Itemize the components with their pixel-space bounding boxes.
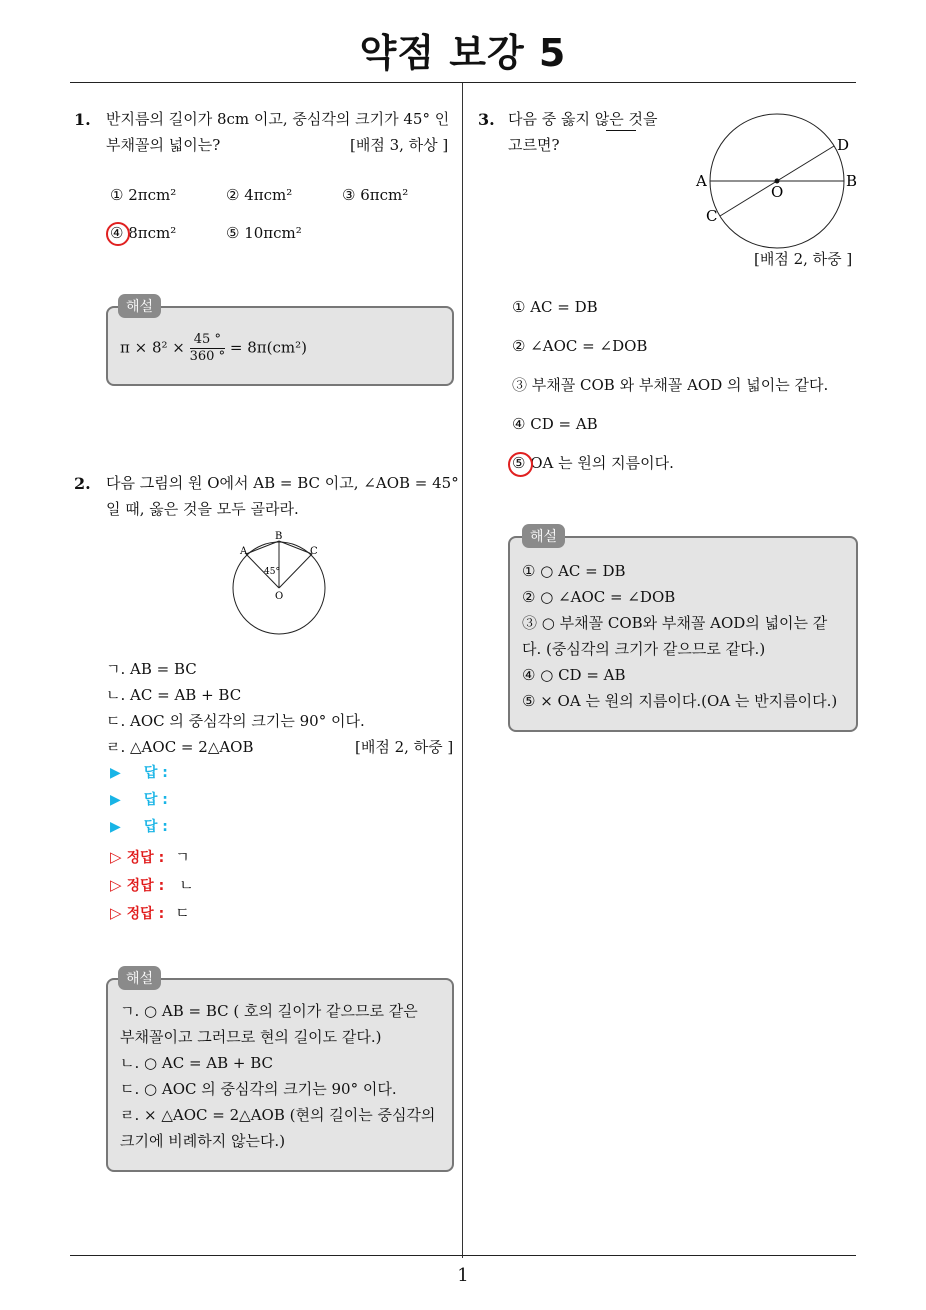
q1-option-4[interactable]: ④ 8πcm² <box>110 224 177 242</box>
q3-explanation-box <box>508 536 858 732</box>
q3-number: 3. <box>478 110 495 129</box>
q1-explanation-box <box>106 306 454 386</box>
q3-selected-mark-icon <box>508 452 533 477</box>
q2-explanation: ㄱ. ○ AB = BC ( 호의 길이가 같으므로 같은 부채꼴이고 그러므로 현의 길이도 같다.) ㄴ. ○ AC = AB + BC ㄷ. ○ AOC 의 중심각의 크기는 90° 이다. ㄹ. × △AOC = 2△AOB (현의 길이는 중심각의 크기에 비례하지 않는다.) <box>120 1002 436 1150</box>
top-rule <box>70 82 856 83</box>
q3-option-5[interactable]: ⑤ OA 는 원의 지름이다. <box>512 454 674 472</box>
q2-explanation-tag: 해설 <box>118 966 161 990</box>
q1-option-1[interactable]: ① 2πcm² <box>110 186 177 204</box>
q2-answer-row-1[interactable]: ▶ 답 : <box>110 765 168 781</box>
q3-fig-label-o: O <box>771 183 784 201</box>
q2-fig-angle: 45° <box>264 567 280 577</box>
bottom-rule <box>70 1255 856 1256</box>
q3-score: [배점 2, 하중 ] <box>754 250 853 268</box>
q2-fig-label-b: B <box>275 531 283 542</box>
q2-answer-row-3[interactable]: ▶ 답 : <box>110 819 168 835</box>
q2-correct-row-1: ▷ 정답 : ㄱ <box>110 848 190 866</box>
q3-line1: 다음 중 옳지 않은 것을 <box>508 110 658 128</box>
q2-explanation-box <box>106 978 454 1172</box>
q3-fig-label-d: D <box>837 136 850 154</box>
q3-option-2[interactable]: ② ∠AOC = ∠DOB <box>512 337 648 355</box>
q1-line1: 반지름의 길이가 8cm 이고, 중심각의 크기가 45° 인 <box>106 110 450 128</box>
q1-option-2[interactable]: ② 4πcm² <box>226 186 293 204</box>
outline-triangle-icon: ▷ <box>110 904 122 922</box>
q2-score: [배점 2, 하중 ] <box>355 738 454 756</box>
q1-option-3[interactable]: ③ 6πcm² <box>342 186 409 204</box>
q3-option-4[interactable]: ④ CD = AB <box>512 415 598 433</box>
q2-item-3: ㄷ. AOC 의 중심각의 크기는 90° 이다. <box>106 712 365 730</box>
q3-fig-label-c: C <box>706 207 718 225</box>
q2-item-4: ㄹ. △AOC = 2△AOB <box>106 738 254 756</box>
q1-score: [배점 3, 하상 ] <box>350 136 449 154</box>
q3-explanation: ① ○ AC = DB ② ○ ∠AOC = ∠DOB ③ ○ 부채꼴 COB와 부채꼴 AOD의 넓이는 같 다. (중심각의 크기가 같으므로 같다.) ④ ○ CD = AB ⑤ × OA 는 원의 지름이다.(OA 는 반지름이다.) <box>522 562 838 710</box>
q3-underline <box>606 130 636 131</box>
column-divider <box>462 83 463 1258</box>
play-triangle-icon: ▶ <box>110 819 121 835</box>
q2-answer-row-2[interactable]: ▶ 답 : <box>110 792 168 808</box>
play-triangle-icon: ▶ <box>110 792 121 808</box>
q2-item-1: ㄱ. AB = BC <box>106 660 197 678</box>
outline-triangle-icon: ▷ <box>110 848 122 866</box>
q2-number: 2. <box>74 474 91 493</box>
q2-fig-label-o: O <box>275 591 284 602</box>
q3-explanation-tag: 해설 <box>522 524 565 548</box>
q2-item-2: ㄴ. AC = AB + BC <box>106 686 242 704</box>
q2-line2: 일 때, 옳은 것을 모두 골라라. <box>106 500 299 518</box>
play-triangle-icon: ▶ <box>110 765 121 781</box>
outline-triangle-icon: ▷ <box>110 876 122 894</box>
q1-explanation-tag: 해설 <box>118 294 161 318</box>
q1-line2: 부채꼴의 넓이는? <box>106 136 221 154</box>
q1-option-5[interactable]: ⑤ 10πcm² <box>226 224 302 242</box>
q3-option-1[interactable]: ① AC = DB <box>512 298 598 316</box>
q3-stem <box>508 106 698 158</box>
q1-explanation: π × 8² × $\frac{45 ^\circ}{360 ^\circ}$ = 8π(cm²) <box>120 332 307 364</box>
q2-correct-row-2: ▷ 정답 : ㄴ <box>110 876 194 894</box>
q3-line2: 고르면? <box>508 136 560 154</box>
page-title: 약점 보강 5 <box>359 31 567 75</box>
page-number: 1 <box>457 1265 469 1286</box>
q3-fig-label-a: A <box>696 172 707 190</box>
q1-number: 1. <box>74 110 91 129</box>
q2-fig-label-c: C <box>310 546 318 557</box>
q2-fig-label-a: A <box>240 546 248 557</box>
q2-line1: 다음 그림의 원 O에서 AB = BC 이고, ∠AOB = 45° <box>106 474 459 492</box>
q2-correct-row-3: ▷ 정답 : ㄷ <box>110 904 190 922</box>
q2-circle-figure <box>228 528 338 640</box>
q3-fig-label-b: B <box>846 172 858 190</box>
q1-selected-mark-icon <box>106 222 130 246</box>
q3-circle-figure <box>690 108 870 258</box>
q3-option-3[interactable]: ③ 부채꼴 COB 와 부채꼴 AOD 의 넓이는 같다. <box>512 376 829 394</box>
q2-stem <box>106 470 462 522</box>
